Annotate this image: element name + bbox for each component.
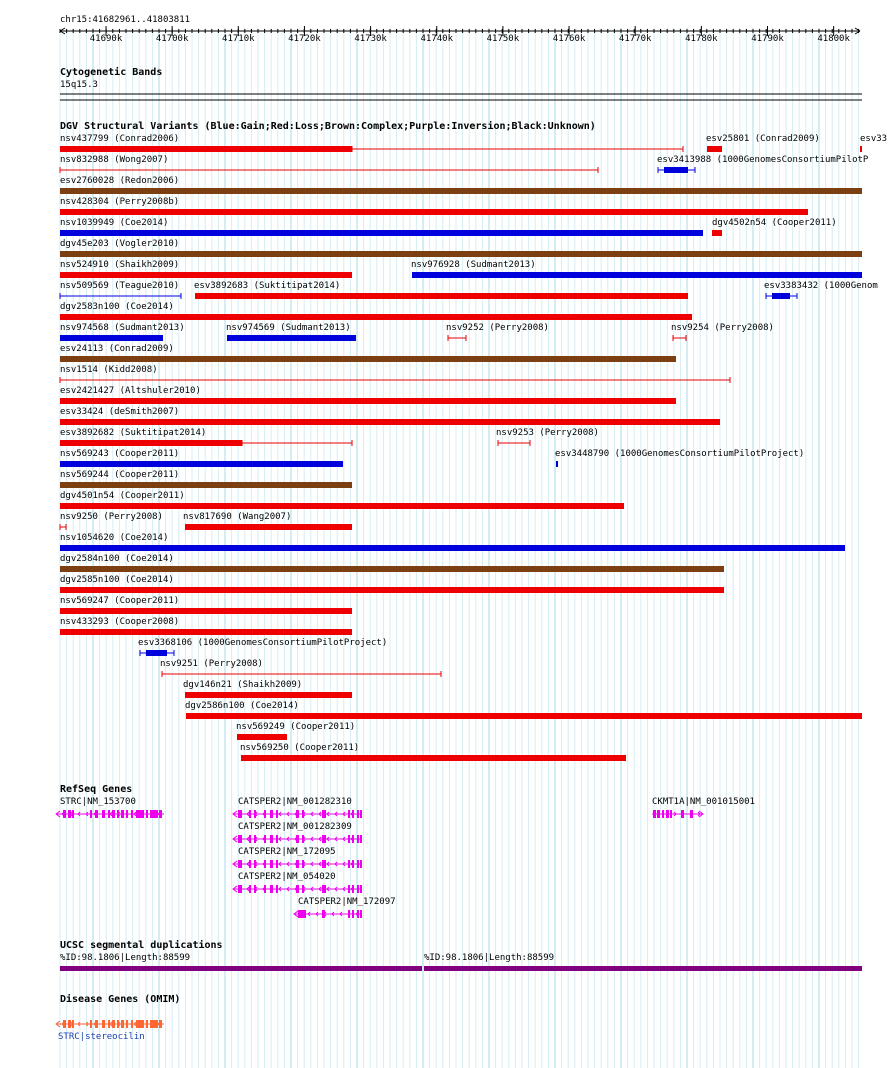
gene-exon (666, 810, 669, 818)
dgv-variant-bar (60, 209, 808, 215)
gene-exon (322, 885, 326, 893)
dgv-variant-label: dgv45e203 (Vogler2010) (60, 239, 180, 249)
dgv-variant-label: nsv569250 (Cooper2011) (240, 743, 360, 753)
gene-exon (302, 835, 304, 843)
gene-exon (238, 860, 242, 868)
dgv-variant-bar (60, 356, 676, 362)
dgv-variant-bar (860, 146, 862, 152)
gene-exon (108, 1020, 110, 1028)
dgv-variant-label: dgv2585n100 (Coe2014) (60, 575, 174, 585)
dgv-variant-bar (60, 146, 352, 152)
dgv-variant-bar (60, 482, 352, 488)
dgv-variant-label: dgv2584n100 (Coe2014) (60, 554, 174, 564)
gene-exon (322, 810, 326, 818)
gene-exon (112, 810, 115, 818)
gene-exon (352, 860, 354, 868)
dgv-variant-label: nsv569247 (Cooper2011) (60, 596, 180, 606)
dgv-variant-label: nsv509569 (Teague2010) (60, 281, 180, 291)
dgv-variant-bar (60, 629, 352, 635)
gene-exon (270, 885, 273, 893)
gene-exon (357, 835, 359, 843)
gene-exon (254, 810, 256, 818)
segdup-bar (424, 966, 862, 971)
gene-exon (348, 810, 350, 818)
dgv-variant-label: nsv9252 (Perry2008) (446, 323, 549, 333)
dgv-variant-label: nsv1039949 (Coe2014) (60, 218, 169, 228)
gene-exon (352, 885, 354, 893)
gene-exon (117, 1020, 119, 1028)
ruler-tick-label: 41800k (817, 34, 850, 44)
gene-exon (63, 810, 66, 818)
gene-exon (90, 810, 92, 818)
gene-label: CATSPER2|NM_172095 (238, 847, 336, 857)
dgv-variant-label: nsv832988 (Wong2007) (60, 155, 169, 165)
gene-exon (357, 860, 359, 868)
gene-exon (238, 885, 242, 893)
gene-exon (657, 810, 660, 818)
dgv-variant-bar (412, 272, 862, 278)
dgv-variant-label: esv3368106 (1000GenomesConsortiumPilotProject) (138, 638, 388, 648)
ruler-tick-label: 41760k (552, 34, 586, 44)
gene-catsper2 (233, 835, 362, 843)
dgv-variant-label: dgv4502n54 (Cooper2011) (712, 218, 837, 228)
gene-label: STRC|NM_153700 (60, 797, 136, 807)
gene-exon (653, 810, 656, 818)
gene-exon (150, 810, 158, 818)
gene-exon (322, 860, 326, 868)
gene-exon (302, 885, 304, 893)
dgv-variant-bar (556, 461, 558, 467)
gene-exon (102, 1020, 105, 1028)
dgv-variant-label: nsv1054620 (Coe2014) (60, 533, 169, 543)
gene-exon (276, 860, 278, 868)
dgv-variant-bar (227, 335, 356, 341)
gene-exon (264, 810, 266, 818)
gene-exon (249, 835, 251, 843)
dgv-variant-bar (185, 692, 352, 698)
ruler-tick-label: 41770k (618, 34, 652, 44)
gene-exon (360, 910, 362, 918)
gene-exon (146, 810, 148, 818)
dgv-variant-label: nsv9251 (Perry2008) (160, 659, 263, 669)
gene-exon (238, 835, 242, 843)
ruler-position: chr15:41682961..41803811 (60, 15, 191, 25)
dgv-variant-label: esv33424 (deSmith2007) (60, 407, 180, 417)
gene-exon (95, 810, 98, 818)
dgv-variant-bar (60, 608, 352, 614)
gene-ckmt1a (652, 810, 703, 818)
dgv-variant-label: nsv974568 (Sudmant2013) (60, 323, 185, 333)
gene-exon (131, 810, 133, 818)
gene-exon (121, 810, 124, 818)
ruler-tick-label: 41730k (354, 34, 387, 44)
dgv-variant-label: dgv2583n100 (Coe2014) (60, 302, 174, 312)
dgv-variant-bar (60, 188, 862, 194)
gene-exon (348, 885, 350, 893)
track-title-refseq-genes: RefSeq Genes (60, 784, 133, 795)
dgv-variant-label: dgv2586n100 (Coe2014) (185, 701, 299, 711)
gene-exon (117, 810, 119, 818)
dgv-variant-label: nsv817690 (Wang2007) (183, 512, 292, 522)
gene-exon (322, 835, 326, 843)
gene-exon (72, 1020, 74, 1028)
dgv-variant-label: nsv9254 (Perry2008) (671, 323, 774, 333)
dgv-variant-label: dgv146n21 (Shaikh2009) (183, 680, 303, 690)
gene-exon (348, 835, 350, 843)
dgv-variant-bar (60, 587, 724, 593)
track-title-omim: Disease Genes (OMIM) (60, 994, 181, 1005)
gene-exon (249, 810, 251, 818)
gene-exon (296, 810, 299, 818)
dgv-variant-bar (60, 272, 352, 278)
gene-exon (72, 810, 74, 818)
track-title-cytogenetic-bands: Cytogenetic Bands (60, 67, 163, 78)
omim-gene-label: STRC|stereocilin (58, 1032, 145, 1042)
gene-exon (360, 835, 362, 843)
dgv-variant-label: nsv433293 (Cooper2008) (60, 617, 180, 627)
dgv-variant-bar (60, 503, 624, 509)
ruler-tick-label: 41700k (155, 34, 189, 44)
dgv-variant-bar (60, 566, 724, 572)
dgv-variant-bar (60, 251, 862, 257)
cytoband-label: 15q15.3 (60, 80, 98, 90)
gene-label: CATSPER2|NM_054020 (238, 872, 336, 882)
gene-exon (360, 810, 362, 818)
gene-catsper2 (233, 810, 362, 818)
gene-exon (296, 860, 299, 868)
ruler-tick-label: 41690k (89, 34, 123, 44)
gene-exon (136, 1020, 144, 1028)
gene-strc-omim (56, 1020, 164, 1028)
dgv-variant-label: esv3892682 (Suktitipat2014) (60, 428, 207, 438)
gene-exon (63, 1020, 66, 1028)
gene-exon (322, 910, 325, 918)
gene-label: CATSPER2|NM_172097 (298, 897, 396, 907)
gene-exon (348, 860, 350, 868)
dgv-variant-label: dgv4501n54 (Cooper2011) (60, 491, 185, 501)
dgv-variant-label: esv33 (860, 134, 888, 144)
dgv-variant-label: esv3448790 (1000GenomesConsortiumPilotProject) (555, 449, 805, 459)
dgv-variant-bar (60, 419, 720, 425)
track-title-dgv: DGV Structural Variants (Blue:Gain;Red:Loss;Brown:Complex;Purple:Inversion;Black:Unknown) (60, 121, 596, 132)
dgv-variant-bar (241, 755, 626, 761)
dgv-variant-label: nsv9250 (Perry2008) (60, 512, 163, 522)
dgv-variant-label: nsv569249 (Cooper2011) (236, 722, 356, 732)
ruler-tick-label: 41720k (288, 34, 321, 44)
dgv-variant-bar (237, 734, 287, 740)
gene-exon (264, 885, 266, 893)
track-title-segdups: UCSC segmental duplications (60, 940, 223, 951)
gene-exon (146, 1020, 148, 1028)
dgv-variant-label: esv3383432 (1000Genom (764, 281, 878, 291)
dgv-variant-bar (712, 230, 722, 236)
ruler-tick-label: 41740k (420, 34, 454, 44)
dgv-variant-label: nsv569243 (Cooper2011) (60, 449, 180, 459)
gene-exon (302, 810, 304, 818)
gene-exon (90, 1020, 92, 1028)
gene-exon (159, 1020, 162, 1028)
segdup-label: %ID:98.1806|Length:88599 (60, 953, 191, 963)
gene-label: CKMT1A|NM_001015001 (652, 797, 755, 807)
ruler-tick-label: 41780k (685, 34, 718, 44)
dgv-variant-label: nsv524910 (Shaikh2009) (60, 260, 180, 270)
dgv-variant-bar (146, 650, 167, 656)
gene-exon (348, 910, 350, 918)
dgv-variant-label: nsv9253 (Perry2008) (496, 428, 599, 438)
gene-catsper2 (233, 860, 362, 868)
gene-exon (249, 860, 251, 868)
ruler-tick-label: 41790k (751, 34, 784, 44)
dgv-variant-bar (60, 398, 676, 404)
dgv-variant-bar (60, 335, 163, 341)
gene-exon (108, 810, 110, 818)
gene-exon (360, 885, 362, 893)
gene-exon (264, 860, 266, 868)
dgv-variant-label: esv2421427 (Altshuler2010) (60, 386, 201, 396)
gene-catsper2-short (294, 910, 362, 918)
gene-exon (131, 1020, 133, 1028)
gene-catsper2 (233, 885, 362, 893)
dgv-variant-label: nsv569244 (Cooper2011) (60, 470, 180, 480)
dgv-variant-bar (772, 293, 790, 299)
dgv-variant-bar (60, 440, 242, 446)
dgv-variant-label: nsv976928 (Sudmant2013) (411, 260, 536, 270)
gene-exon (357, 885, 359, 893)
dgv-variant-bar (664, 167, 688, 173)
gene-exon (360, 860, 362, 868)
gene-exon (95, 1020, 98, 1028)
gene-exon (357, 910, 359, 918)
gene-exon (690, 810, 693, 818)
segdup-bar (60, 966, 422, 971)
gene-exon (270, 835, 273, 843)
ruler-tick-label: 41750k (486, 34, 520, 44)
gene-label: CATSPER2|NM_001282310 (238, 797, 352, 807)
gene-exon (662, 810, 664, 818)
ruler-tick-label: 41710k (222, 34, 255, 44)
gene-exon (112, 1020, 115, 1028)
dgv-variant-label: nsv437799 (Conrad2006) (60, 134, 180, 144)
gene-exon (302, 860, 304, 868)
gene-exon (121, 1020, 124, 1028)
gene-exon (681, 810, 684, 818)
gene-exon (296, 835, 299, 843)
gene-label: CATSPER2|NM_001282309 (238, 822, 352, 832)
gene-exon (264, 835, 266, 843)
gene-exon (254, 885, 256, 893)
dgv-variant-label: esv2760028 (Redon2006) (60, 176, 180, 186)
gene-exon (68, 1020, 71, 1028)
dgv-variant-label: nsv428304 (Perry2008b) (60, 197, 180, 207)
gene-exon (136, 810, 144, 818)
gene-exon (296, 885, 299, 893)
gene-exon (254, 860, 256, 868)
gene-exon (276, 885, 278, 893)
dgv-variant-label: nsv1514 (Kidd2008) (60, 365, 158, 375)
gene-exon (270, 860, 273, 868)
gene-exon (270, 810, 273, 818)
gene-exon (352, 910, 354, 918)
dgv-variant-bar (60, 230, 703, 236)
gene-exon (254, 835, 256, 843)
gene-exon (150, 1020, 158, 1028)
gene-exon (126, 810, 128, 818)
dgv-variant-label: esv24113 (Conrad2009) (60, 344, 174, 354)
gene-exon (102, 810, 105, 818)
gene-exon (298, 910, 306, 918)
dgv-variant-bar (60, 461, 343, 467)
dgv-variant-bar (186, 713, 862, 719)
gene-exon (159, 810, 162, 818)
gene-exon (238, 810, 242, 818)
gene-exon (352, 835, 354, 843)
dgv-variant-label: esv25801 (Conrad2009) (706, 134, 820, 144)
dgv-variant-bar (60, 314, 692, 320)
gene-exon (352, 810, 354, 818)
dgv-variant-label: esv3892683 (Suktitipat2014) (194, 281, 341, 291)
gene-exon (68, 810, 71, 818)
gene-exon (670, 810, 672, 818)
dgv-variant-label: nsv974569 (Sudmant2013) (226, 323, 351, 333)
gene-exon (276, 810, 278, 818)
dgv-variant-bar (185, 524, 352, 530)
dgv-variant-bar (195, 293, 688, 299)
gene-exon (126, 1020, 128, 1028)
gene-exon (276, 835, 278, 843)
dgv-variant-bar (60, 545, 845, 551)
dgv-variant-bar (707, 146, 722, 152)
dgv-variant-label: esv3413988 (1000GenomesConsortiumPilotP (657, 155, 869, 165)
gene-exon (357, 810, 359, 818)
gene-exon (249, 885, 251, 893)
segdup-label: %ID:98.1806|Length:88599 (424, 953, 555, 963)
gene-strc (56, 810, 164, 818)
